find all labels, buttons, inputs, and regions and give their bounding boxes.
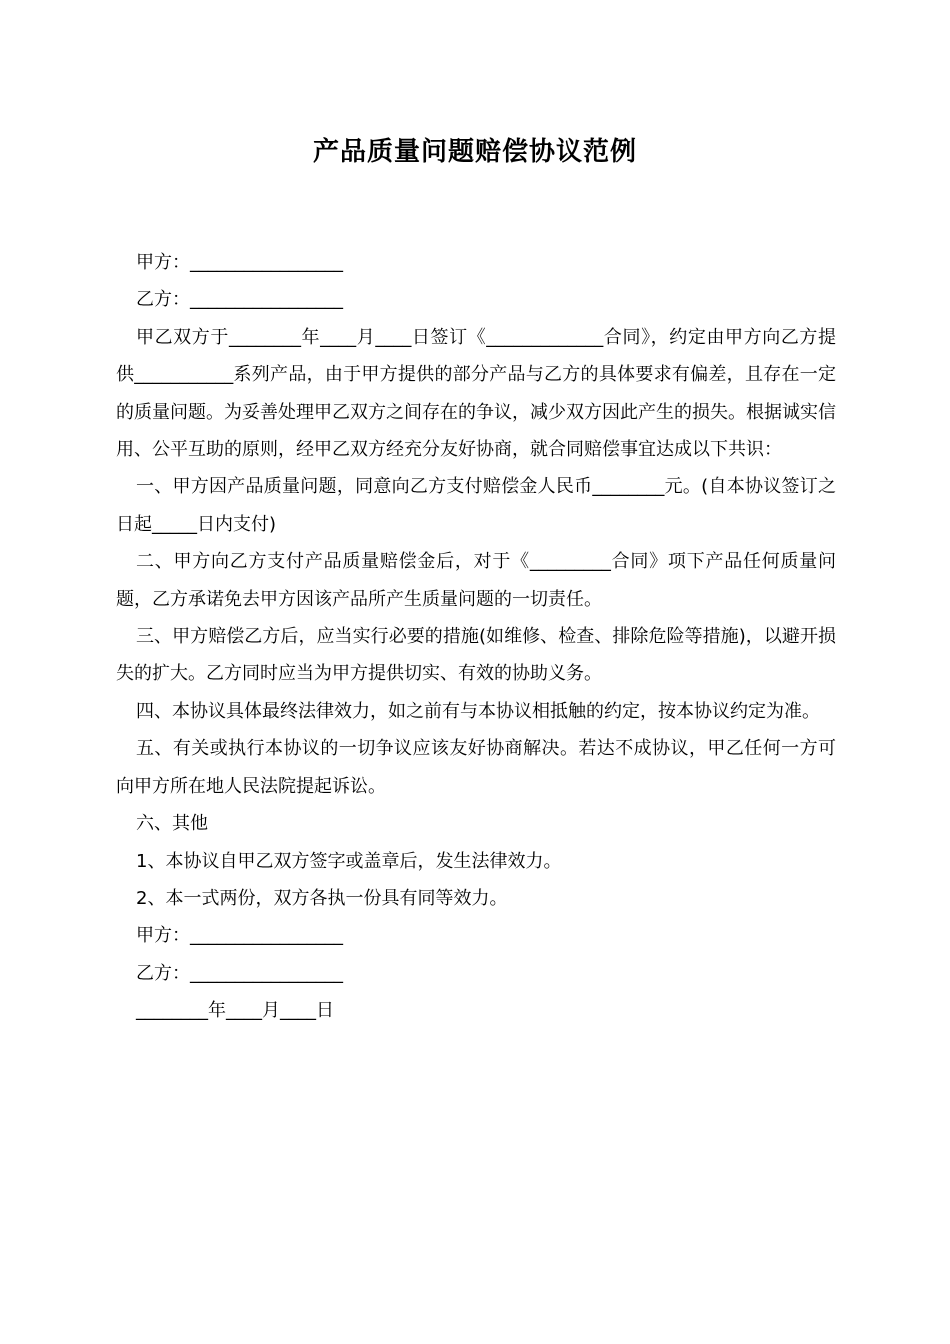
intro-paragraph: 甲乙双方于________年____月____日签订《_____________合同》，约定由甲方向乙方提供___________系列产品，由于甲方提供的部分产品与乙方的具体要求有偏差，且存在一定的质量问题。为妥善处理甲乙双方之间存在的争议，减少双方因此产生的损失。根据诚实信用、公平互助的原则，经甲乙双方经充分友好协商，就合同赔偿事宜达成以下共识：	[116, 326, 836, 461]
clause-5: 五、有关或执行本协议的一切争议应该友好协商解决。若达不成协议，甲乙任何一方可向甲方所在地人民法院提起诉讼。	[116, 738, 836, 797]
clause-6-item-2: 2、本一式两份，双方各执一份具有同等效力。	[136, 887, 508, 909]
clause-3: 三、甲方赔偿乙方后，应当实行必要的措施(如维修、检查、排除危险等措施)，以避开损失的扩大。乙方同时应当为甲方提供切实、有效的协助义务。	[116, 626, 836, 685]
signature-party-b: 乙方：_________________	[136, 962, 343, 984]
clause-1: 一、甲方因产品质量问题，同意向乙方支付赔偿金人民币________元。(自本协议签订之日起_____日内支付)	[116, 476, 836, 535]
signature-date: ________年____月____日	[136, 1000, 334, 1022]
party-b-line: 乙方：_________________	[136, 289, 343, 311]
clause-4: 四、本协议具体最终法律效力，如之前有与本协议相抵触的约定，按本协议约定为准。	[136, 700, 820, 722]
document-title: 产品质量问题赔偿协议范例	[312, 137, 637, 167]
signature-party-a: 甲方：_________________	[136, 925, 343, 947]
document-body	[116, 244, 836, 1030]
clause-2: 二、甲方向乙方支付产品质量赔偿金后，对于《_________合同》项下产品任何质量问题，乙方承诺免去甲方因该产品所产生质量问题的一切责任。	[116, 551, 836, 610]
clause-6-heading: 六、其他	[136, 813, 208, 835]
party-a-line: 甲方：_________________	[136, 252, 343, 273]
clause-6-item-1: 1、本协议自甲乙双方签字或盖章后，发生法律效力。	[136, 850, 562, 872]
